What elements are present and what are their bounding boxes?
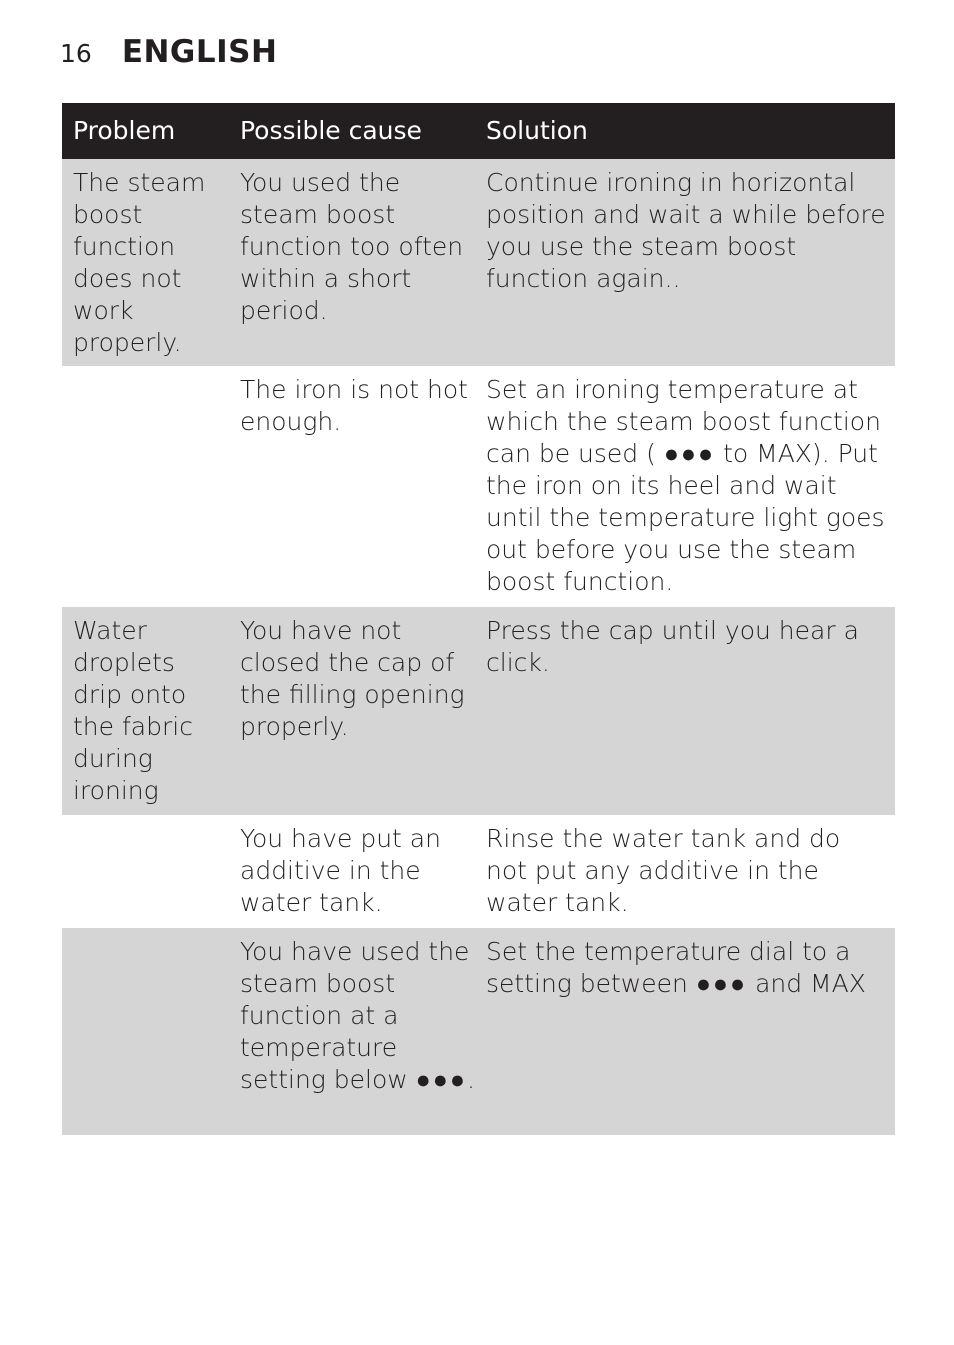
table-row xyxy=(62,607,895,815)
problem-cell xyxy=(62,366,229,607)
temperature-dots-icon: ●●● xyxy=(415,1065,467,1094)
solution-cell: Rinse the water tank and do not put any additive in the water tank. xyxy=(486,824,841,917)
table-row xyxy=(62,815,895,928)
solution-cell: Continue ironing in horizontal position and wait a while before you use the steam boost function again.. xyxy=(486,168,886,293)
cause-cell xyxy=(229,928,475,1135)
column-header-cause: Possible cause xyxy=(240,116,422,145)
solution-cell: Press the cap until you hear a click. xyxy=(486,616,859,677)
cause-text: . xyxy=(466,1065,475,1094)
solution-text: and MAX xyxy=(747,969,866,998)
problem-cell: Water droplets drip onto the fabric during ironing xyxy=(73,616,193,805)
solution-cell xyxy=(475,366,895,607)
page-header xyxy=(60,34,277,74)
section-title: ENGLISH xyxy=(121,34,278,70)
cause-cell: You used the steam boost function too often within a short period. xyxy=(240,168,464,325)
cause-cell: You have put an additive in the water tank. xyxy=(240,824,441,917)
table-row xyxy=(62,928,895,1135)
column-header-problem: Problem xyxy=(73,116,176,145)
problem-cell xyxy=(62,815,229,928)
table-row xyxy=(62,366,895,607)
solution-cell xyxy=(475,928,895,1135)
page-number: 16 xyxy=(60,39,92,68)
cause-cell: You have not closed the cap of the filling opening properly. xyxy=(240,616,465,741)
problem-cell xyxy=(62,928,229,1135)
solution-text: Set the temperature dial to a setting between xyxy=(486,937,851,998)
solution-text: Set an ironing temperature at which the steam boost function can be used ( xyxy=(486,375,881,468)
troubleshooting-table xyxy=(62,103,895,1135)
table-header-row xyxy=(62,103,895,159)
cause-cell: The iron is not hot enough. xyxy=(240,375,468,436)
problem-cell: The steam boost function does not work properly. xyxy=(73,168,206,357)
solution-text: to MAX). Put the iron on its heel and wait until the temperature light goes out before you use the steam boost function. xyxy=(486,439,885,596)
temperature-dots-icon: ●●● xyxy=(695,969,748,998)
table-row xyxy=(62,159,895,366)
cause-text: You have used the steam boost function at a temperature setting below xyxy=(240,937,470,1094)
temperature-dots-icon: ●●● xyxy=(663,439,716,468)
column-header-solution: Solution xyxy=(486,116,588,145)
